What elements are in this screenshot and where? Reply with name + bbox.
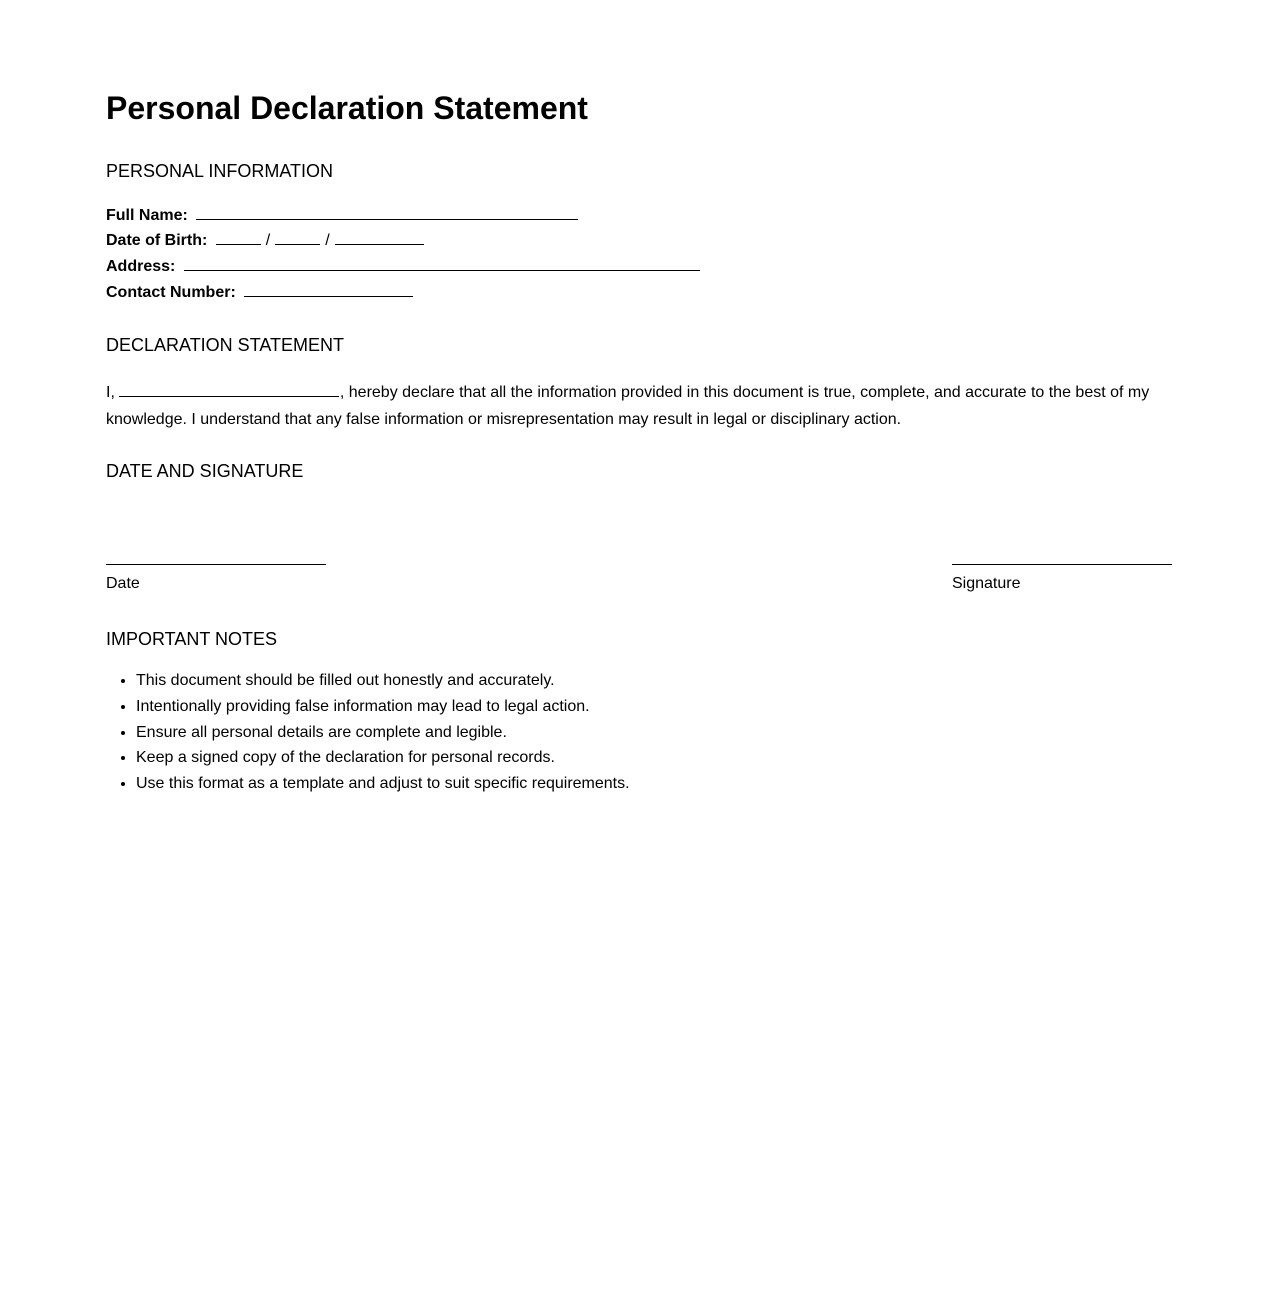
contact-number-label: Contact Number: bbox=[106, 284, 236, 301]
declaration-prefix: I, bbox=[106, 384, 115, 401]
declarant-name-field[interactable] bbox=[119, 378, 339, 397]
date-of-birth-label: Date of Birth: bbox=[106, 232, 208, 249]
date-separator: / bbox=[265, 232, 271, 249]
date-line[interactable] bbox=[106, 564, 326, 565]
declaration-paragraph bbox=[106, 378, 1174, 433]
list-item: • Ensure all personal details are complete and legible. bbox=[136, 720, 630, 746]
full-name-field[interactable] bbox=[196, 203, 578, 220]
date-of-birth-month-field[interactable] bbox=[275, 228, 320, 245]
page-title: Personal Declaration Statement bbox=[106, 90, 588, 126]
date-separator: / bbox=[325, 232, 330, 249]
important-notes-list bbox=[106, 668, 630, 797]
date-of-birth-row bbox=[106, 228, 424, 248]
full-name-row bbox=[106, 203, 578, 223]
list-item: • Keep a signed copy of the declaration for personal records. bbox=[136, 745, 630, 771]
contact-number-row bbox=[106, 280, 413, 300]
date-caption: Date bbox=[106, 575, 140, 592]
personal-information-heading: PERSONAL INFORMATION bbox=[106, 161, 334, 181]
declaration-statement-heading: DECLARATION STATEMENT bbox=[106, 335, 345, 355]
declaration-body: , hereby declare that all the information provided in this document is true, complete, and accurate to the best of my knowledge. I understand that any false information or misrepresentation may result in legal or disciplinary action. bbox=[106, 384, 1150, 428]
signature-block bbox=[952, 564, 1172, 594]
contact-number-field[interactable] bbox=[244, 280, 413, 297]
list-item: • Use this format as a template and adjust to suit specific requirements. bbox=[136, 771, 630, 797]
address-label: Address: bbox=[106, 258, 176, 275]
signature-caption: Signature bbox=[952, 575, 1021, 592]
full-name-label: Full Name: bbox=[106, 207, 188, 224]
date-of-birth-day-field[interactable] bbox=[216, 228, 261, 245]
address-row bbox=[106, 254, 700, 274]
address-field[interactable] bbox=[184, 254, 700, 271]
important-notes-heading: IMPORTANT NOTES bbox=[106, 629, 278, 649]
date-and-signature-heading: DATE AND SIGNATURE bbox=[106, 461, 304, 481]
date-of-birth-year-field[interactable] bbox=[335, 228, 424, 245]
list-item: • Intentionally providing false information may lead to legal action. bbox=[136, 694, 630, 720]
date-block bbox=[106, 564, 326, 594]
list-item: • This document should be filled out honestly and accurately. bbox=[136, 668, 630, 694]
signature-line[interactable] bbox=[952, 564, 1172, 565]
